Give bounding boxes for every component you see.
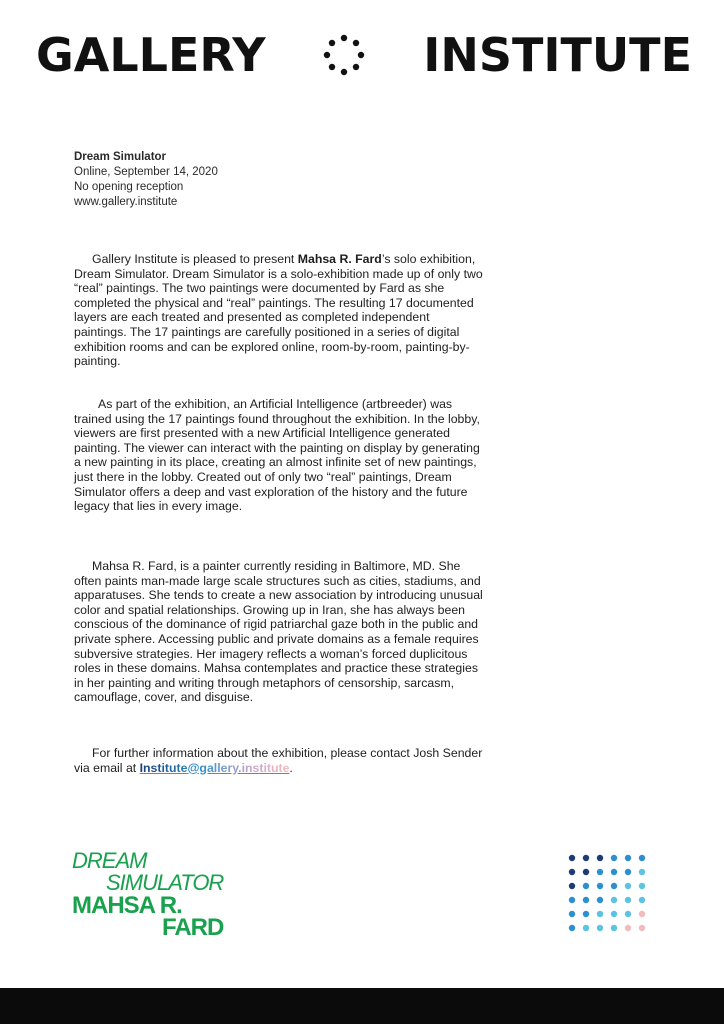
signature-line-fard: FARD (162, 914, 224, 941)
paragraph-intro (74, 252, 484, 369)
grid-dot (625, 911, 631, 917)
grid-dot (583, 869, 589, 875)
grid-dot (597, 883, 603, 889)
grid-dot (611, 897, 617, 903)
grid-dot (583, 925, 589, 931)
grid-dot (625, 883, 631, 889)
logo-dot-ring-icon (321, 32, 367, 78)
grid-dot (597, 911, 603, 917)
grid-dot (611, 925, 617, 931)
paragraph-contact (74, 746, 484, 775)
exhibition-website[interactable]: www.gallery.institute (74, 196, 178, 208)
gallery-institute-logo (36, 30, 692, 80)
signature-line-simulator: SIMULATOR (106, 870, 224, 895)
grid-dot (611, 883, 617, 889)
artist-name: Mahsa R. Fard (297, 252, 382, 266)
grid-dot (569, 897, 575, 903)
ai-text: As part of the exhibition, an Artificial Intelligence (artbreeder) was trained using the 17 paintings found throughout the exhibition. In the lobby, viewers are first presented with a new Artificial Intelligence generated painting. The viewer can interact with the painting on display by generating a new painting in its place, creating an almost infinite set of new paintings, just there in the lobby. Created out of only two “real” paintings, Dream Simulator offers a deep and vast exploration of the history and the future legacy that lies in every image. (74, 397, 480, 514)
exhibition-title: Dream Simulator (74, 151, 167, 163)
grid-dot (583, 883, 589, 889)
signature-line-dream: DREAM (72, 848, 147, 873)
grid-dot (583, 897, 589, 903)
intro-text: Gallery Institute is pleased to present (92, 252, 298, 266)
exhibition-reception: No opening reception (74, 181, 184, 193)
grid-dot (597, 869, 603, 875)
grid-dot (639, 911, 645, 917)
contact-end: . (289, 760, 293, 775)
grid-dot (625, 869, 631, 875)
dot-grid-decoration (568, 854, 650, 936)
paragraph-ai (74, 397, 484, 514)
grid-dot (597, 925, 603, 931)
grid-dot (569, 925, 575, 931)
grid-dot (569, 869, 575, 875)
grid-dot (639, 869, 645, 875)
logo-word-institute: INSTITUTE (423, 28, 692, 82)
exhibition-date: Online, September 14, 2020 (74, 166, 218, 178)
grid-dot (611, 855, 617, 861)
grid-dot (569, 883, 575, 889)
signature-line-mahsa: MAHSA R. (72, 892, 182, 919)
grid-dot (639, 925, 645, 931)
grid-dot (639, 855, 645, 861)
logo-word-gallery: GALLERY (36, 28, 266, 82)
intro-rest: ’s solo exhibition, Dream Simulator. Dream Simulator is a solo-exhibition made up of only two “real” paintings. The two paintings were documented by Fard as she completed the physical and “real” paintings. The resulting 17 documented layers are each treated and presented as completed independent paintings. The 17 paintings are carefully positioned in a series of digital exhibition rooms and can be explored online, room-by-room, painting-by-painting. (74, 252, 483, 369)
grid-dot (597, 855, 603, 861)
contact-email-link[interactable]: Institute@gallery.institute (139, 760, 290, 775)
grid-dot (569, 911, 575, 917)
exhibition-meta (74, 150, 218, 210)
grid-dot (583, 855, 589, 861)
paragraph-bio (74, 559, 484, 705)
grid-dot (611, 911, 617, 917)
grid-dot (583, 911, 589, 917)
grid-dot (611, 869, 617, 875)
grid-dot (597, 897, 603, 903)
grid-dot (625, 925, 631, 931)
grid-dot (639, 883, 645, 889)
grid-dot (639, 897, 645, 903)
grid-dot (625, 897, 631, 903)
grid-dot (625, 855, 631, 861)
bio-text: Mahsa R. Fard, is a painter currently residing in Baltimore, MD. She often paints man-made large scale structures such as cities, stadiums, and apparatuses. She tends to create a new association by introducing unusual color and spatial relationships. Growing up in Iran, she has always been conscious of the dominance of rigid patriarchal gaze both in the public and private sphere. Accessing public and private domains as a female requires subversive strategies. Her imagery reflects a woman’s forced duplicitous roles in these domains. Mahsa contemplates and practice these strategies in her painting and writing through metaphors of censorship, sarcasm, camouflage, cover, and disguise. (74, 559, 483, 705)
footer-bar (0, 988, 724, 1024)
contact-text: For further information about the exhibition, please contact Josh Sender via email at (74, 746, 483, 775)
grid-dot (569, 855, 575, 861)
